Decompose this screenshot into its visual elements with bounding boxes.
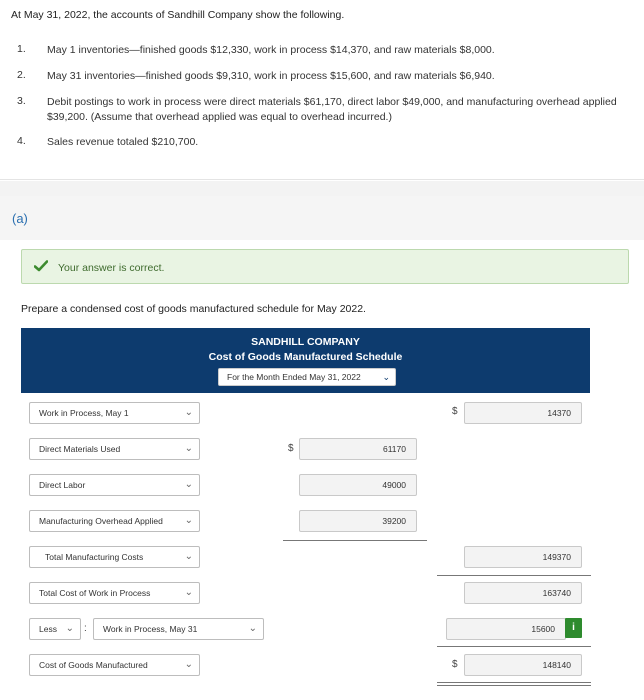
overhead-applied-amount-input[interactable]: 39200 <box>299 510 417 532</box>
total-manufacturing-costs-amount-input[interactable]: 149370 <box>464 546 582 568</box>
select-value: Less <box>39 624 57 634</box>
subtotal-rule <box>437 646 591 647</box>
info-icon[interactable]: i <box>565 618 582 638</box>
list-item-text: May 31 inventories—finished goods $9,310, work in process $15,600, and raw materials $6,940. <box>47 70 495 82</box>
chevron-down-icon: ⌄ <box>184 551 193 562</box>
wip-begin-select[interactable] <box>29 402 200 424</box>
subtotal-rule <box>437 575 591 576</box>
select-value: Cost of Goods Manufactured <box>39 660 148 670</box>
schedule-title: Cost of Goods Manufactured Schedule <box>208 351 403 363</box>
wip-end-amount-input[interactable]: 15600 <box>446 618 566 640</box>
wip-begin-amount-input[interactable]: 14370 <box>464 402 582 424</box>
list-item-number: 3. <box>17 95 26 107</box>
problem-statement <box>0 0 644 180</box>
dollar-sign: $ <box>288 443 294 454</box>
checkmark-icon <box>34 260 48 272</box>
chevron-down-icon: ⌄ <box>184 479 193 490</box>
total-cost-wip-select[interactable] <box>29 582 200 604</box>
direct-materials-amount-input[interactable]: 61170 <box>299 438 417 460</box>
chevron-down-icon: ⌄ <box>184 587 193 598</box>
dollar-sign: $ <box>452 659 458 670</box>
chevron-down-icon: ⌄ <box>65 623 74 634</box>
list-item-text: Sales revenue totaled $210,700. <box>47 136 199 148</box>
subtotal-rule <box>283 540 427 541</box>
list-item-number: 1. <box>17 43 26 55</box>
overhead-applied-select[interactable] <box>29 510 200 532</box>
direct-materials-select[interactable] <box>29 438 200 460</box>
section-divider <box>0 181 644 196</box>
chevron-down-icon: ⌄ <box>184 659 193 670</box>
dollar-sign: $ <box>452 406 458 417</box>
period-select[interactable] <box>218 368 396 386</box>
list-item-text: May 1 inventories—finished goods $12,330, work in process $14,370, and raw materials $8,000. <box>47 44 495 56</box>
answer-feedback <box>21 249 629 284</box>
cogm-amount-input[interactable]: 148140 <box>464 654 582 676</box>
total-manufacturing-costs-select[interactable] <box>29 546 200 568</box>
list-item-text: Debit postings to work in process were direct materials $61,170, direct labor $49,000, and manufacturing overhead applied $39,200. (Assume that overhead applied was equal to overhead incurred.) <box>47 96 617 123</box>
select-value: Total Manufacturing Costs <box>45 552 144 562</box>
select-value: Work in Process, May 31 <box>103 624 198 634</box>
part-header <box>0 196 644 240</box>
feedback-text: Your answer is correct. <box>58 262 165 274</box>
chevron-down-icon: ⌄ <box>382 372 390 382</box>
period-select-value: For the Month Ended May 31, 2022 <box>227 372 361 382</box>
list-item-number: 4. <box>17 135 26 147</box>
chevron-down-icon: ⌄ <box>184 443 193 454</box>
part-label: (a) <box>12 211 28 226</box>
chevron-down-icon: ⌄ <box>248 623 257 634</box>
colon-separator: : <box>84 623 87 634</box>
select-value: Work in Process, May 1 <box>39 408 129 418</box>
select-value: Direct Labor <box>39 480 86 490</box>
cogm-select[interactable] <box>29 654 200 676</box>
list-item-number: 2. <box>17 69 26 81</box>
chevron-down-icon: ⌄ <box>184 407 193 418</box>
select-value: Direct Materials Used <box>39 444 121 454</box>
direct-labor-amount-input[interactable]: 49000 <box>299 474 417 496</box>
select-value: Manufacturing Overhead Applied <box>39 516 163 526</box>
total-cost-wip-amount-input[interactable]: 163740 <box>464 582 582 604</box>
problem-lead: At May 31, 2022, the accounts of Sandhill Company show the following. <box>11 9 345 21</box>
schedule-header <box>21 328 590 393</box>
select-value: Total Cost of Work in Process <box>39 588 151 598</box>
direct-labor-select[interactable] <box>29 474 200 496</box>
total-double-rule <box>437 682 591 683</box>
chevron-down-icon: ⌄ <box>184 515 193 526</box>
wip-end-select[interactable] <box>93 618 264 640</box>
total-double-rule <box>437 685 591 686</box>
less-select[interactable] <box>29 618 81 640</box>
company-name: SANDHILL COMPANY <box>251 336 360 348</box>
question-prompt: Prepare a condensed cost of goods manufactured schedule for May 2022. <box>21 303 366 315</box>
